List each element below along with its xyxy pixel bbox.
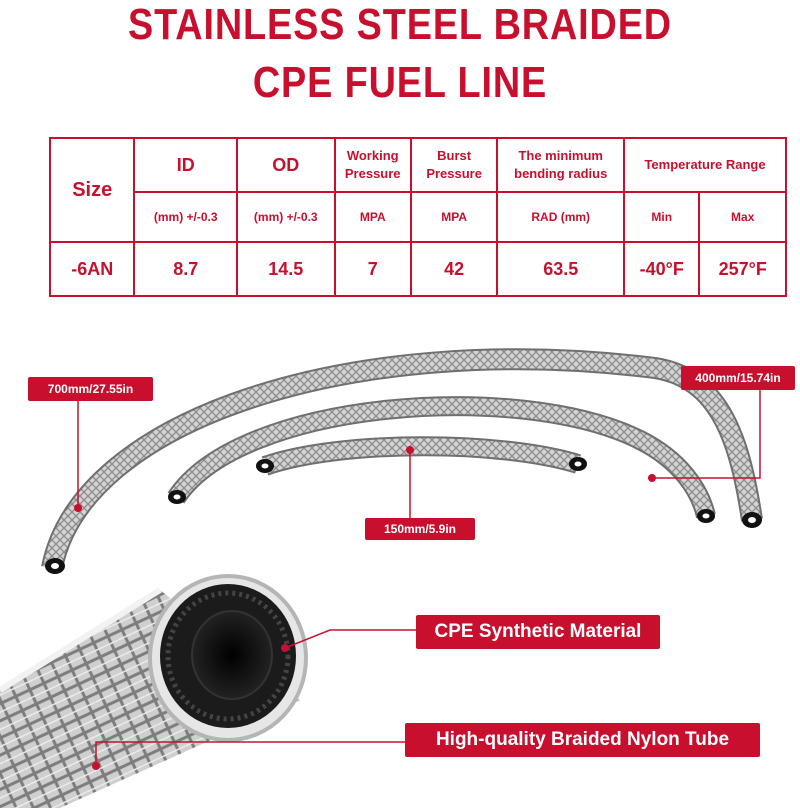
length-700-label: 700mm/27.55in — [28, 377, 153, 401]
radius-value: 63.5 — [497, 242, 624, 296]
title-line-2: CPE FUEL LINE — [252, 58, 548, 107]
working-pressure-header-line-2: Pressure — [344, 166, 401, 181]
working-value: 7 — [335, 242, 411, 296]
hose-cross-section — [0, 576, 306, 808]
braided-nylon-label: High-quality Braided Nylon Tube — [405, 723, 760, 757]
temperature-range-header: Temperature Range — [624, 138, 786, 192]
hose-400mm — [168, 406, 715, 523]
size-header: Size — [50, 138, 134, 242]
length-400-label: 400mm/15.74in — [681, 366, 795, 390]
radius-unit: RAD (mm) — [497, 192, 624, 242]
od-value: 14.5 — [237, 242, 335, 296]
temp-max-label: Max — [699, 192, 786, 242]
burst-pressure-header-line-1: Burst — [437, 148, 472, 163]
od-header: OD — [237, 138, 335, 192]
size-value: -6AN — [50, 242, 134, 296]
id-unit: (mm) +/-0.3 — [134, 192, 237, 242]
burst-value: 42 — [411, 242, 497, 296]
temp-min-value: -40°F — [624, 242, 699, 296]
temp-max-value: 257°F — [699, 242, 786, 296]
id-header: ID — [134, 138, 237, 192]
burst-pressure-header-line-2: Pressure — [426, 166, 482, 181]
length-150-label: 150mm/5.9in — [365, 518, 475, 540]
title-line-1: STAINLESS STEEL BRAIDED — [127, 0, 673, 49]
working-pressure-header-line-1: Working — [346, 148, 399, 163]
bend-radius-header-line-2: bending radius — [514, 166, 608, 181]
burst-unit: MPA — [411, 192, 497, 242]
working-unit: MPA — [335, 192, 411, 242]
hose-150mm — [256, 446, 587, 473]
bend-radius-header-line-1: The minimum — [518, 148, 603, 163]
id-value: 8.7 — [134, 242, 237, 296]
od-unit: (mm) +/-0.3 — [237, 192, 335, 242]
cpe-material-label: CPE Synthetic Material — [416, 615, 660, 649]
temp-min-label: Min — [624, 192, 699, 242]
